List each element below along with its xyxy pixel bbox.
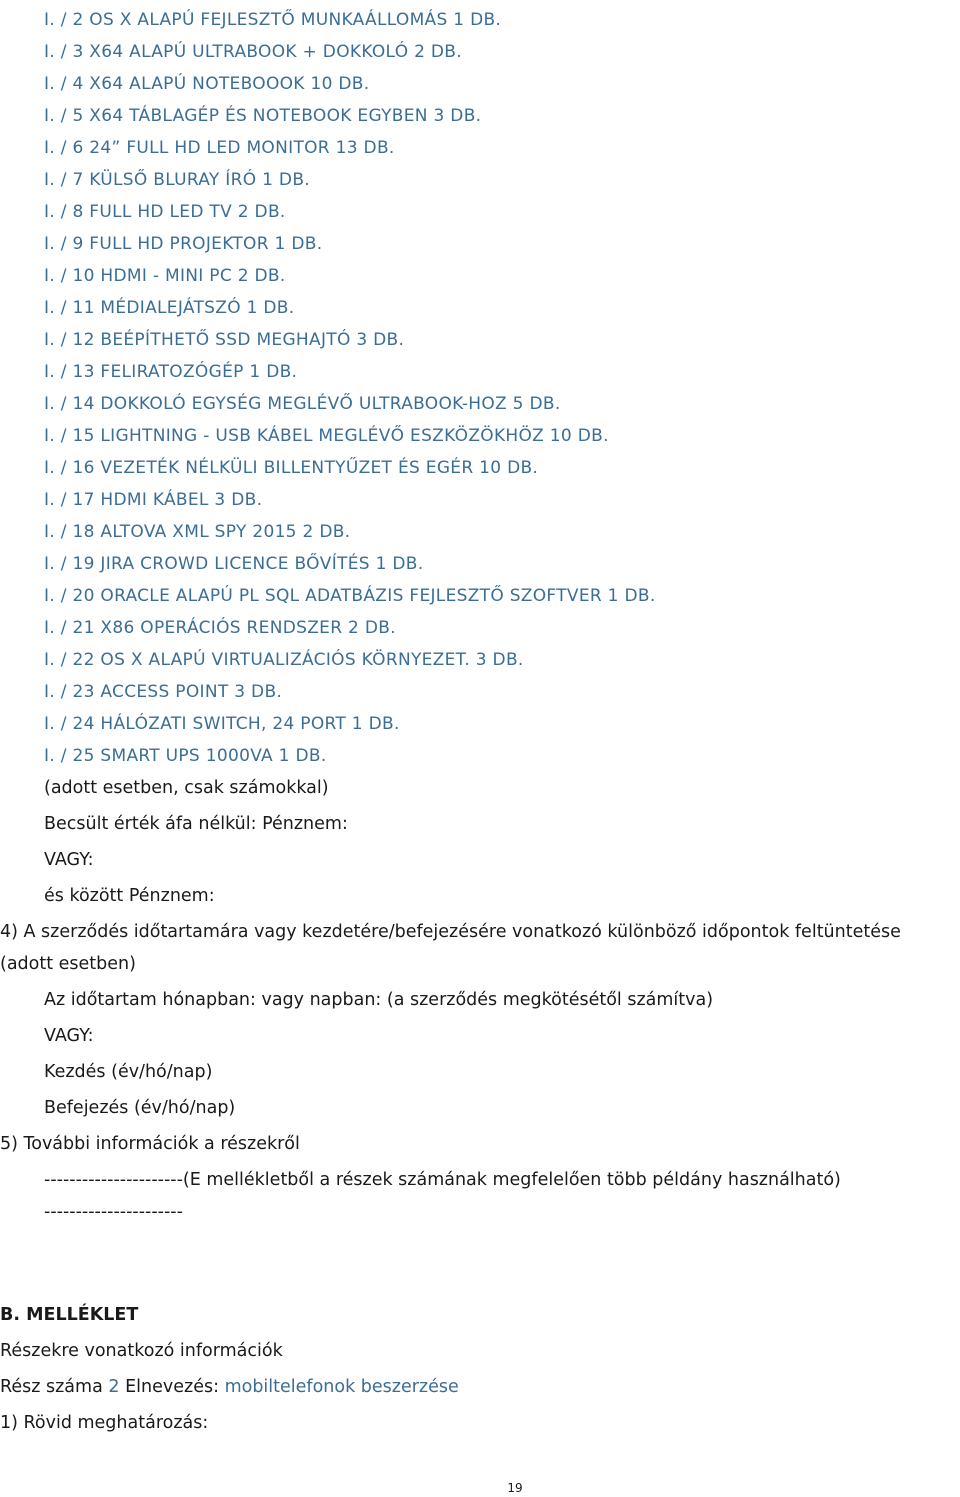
- lot-item: I. / 16 VEZETÉK NÉLKÜLI BILLENTYŰZET ÉS EGÉR 10 DB.: [44, 458, 539, 478]
- lot-item: I. / 3 X64 ALAPÚ ULTRABOOK + DOKKOLÓ 2 DB.: [44, 42, 462, 62]
- lot-item: I. / 23 ACCESS POINT 3 DB.: [44, 682, 283, 702]
- part-number-value: 2: [108, 1377, 120, 1397]
- lot-item: I. / 13 FELIRATOZÓGÉP 1 DB.: [44, 362, 298, 382]
- lot-item: I. / 9 FULL HD PROJEKTOR 1 DB.: [44, 234, 323, 254]
- lot-item: I. / 6 24” FULL HD LED MONITOR 13 DB.: [44, 138, 395, 158]
- lot-item-list: [44, 4, 656, 772]
- lot-item: I. / 15 LIGHTNING - USB KÁBEL MEGLÉVŐ ESZKÖZÖKHÖZ 10 DB.: [44, 426, 609, 446]
- lot-item: I. / 19 JIRA CROWD LICENCE BŐVÍTÉS 1 DB.: [44, 554, 424, 574]
- lot-item: I. / 18 ALTOVA XML SPY 2015 2 DB.: [44, 522, 351, 542]
- section-5-title: 5) További információk a részekről: [0, 1134, 300, 1154]
- section-4-title-cont: (adott esetben): [0, 954, 136, 974]
- between-currency-label: és között Pénznem:: [44, 886, 215, 906]
- annex-subheading: Részekre vonatkozó információk: [0, 1341, 283, 1361]
- lot-item: I. / 14 DOKKOLÓ EGYSÉG MEGLÉVŐ ULTRABOOK-HOZ 5 DB.: [44, 394, 561, 414]
- lot-item: I. / 8 FULL HD LED TV 2 DB.: [44, 202, 286, 222]
- lot-item: I. / 22 OS X ALAPÚ VIRTUALIZÁCIÓS KÖRNYEZET. 3 DB.: [44, 650, 524, 670]
- duration-label: Az időtartam hónapban: vagy napban: (a szerződés megkötésétől számítva): [44, 990, 714, 1010]
- lot-item: I. / 21 X86 OPERÁCIÓS RENDSZER 2 DB.: [44, 618, 396, 638]
- annex-copy-note: ----------------------(E mellékletből a részek számának megfelelően több példány használható): [44, 1170, 841, 1190]
- or-label-1: VAGY:: [44, 850, 94, 870]
- page-number: 19: [507, 1481, 523, 1495]
- lot-item: I. / 17 HDMI KÁBEL 3 DB.: [44, 490, 263, 510]
- lot-item: I. / 25 SMART UPS 1000VA 1 DB.: [44, 746, 327, 766]
- lot-item: I. / 4 X64 ALAPÚ NOTEBOOOK 10 DB.: [44, 74, 370, 94]
- part-info-line: [0, 1374, 459, 1400]
- part-name-label: Elnevezés:: [125, 1377, 219, 1397]
- lot-item: I. / 12 BEÉPÍTHETŐ SSD MEGHAJTÓ 3 DB.: [44, 330, 405, 350]
- lot-item: I. / 11 MÉDIALEJÁTSZÓ 1 DB.: [44, 298, 295, 318]
- lot-item: I. / 2 OS X ALAPÚ FEJLESZTŐ MUNKAÁLLOMÁS 1 DB.: [44, 10, 502, 30]
- short-description-label: 1) Rövid meghatározás:: [0, 1413, 209, 1433]
- or-label-2: VAGY:: [44, 1026, 94, 1046]
- lot-item: I. / 20 ORACLE ALAPÚ PL SQL ADATBÁZIS FEJLESZTŐ SZOFTVER 1 DB.: [44, 586, 656, 606]
- end-date-label: Befejezés (év/hó/nap): [44, 1098, 236, 1118]
- section-4-title: 4) A szerződés időtartamára vagy kezdetére/befejezésére vonatkozó különböző időpontok feltüntetése: [0, 922, 901, 942]
- numbers-only-note: (adott esetben, csak számokkal): [44, 778, 329, 798]
- lot-item: I. / 24 HÁLÓZATI SWITCH, 24 PORT 1 DB.: [44, 714, 400, 734]
- lot-item: I. / 10 HDMI - MINI PC 2 DB.: [44, 266, 286, 286]
- start-date-label: Kezdés (év/hó/nap): [44, 1062, 213, 1082]
- lot-item: I. / 7 KÜLSŐ BLURAY ÍRÓ 1 DB.: [44, 170, 310, 190]
- part-name-value: mobiltelefonok beszerzése: [224, 1377, 459, 1397]
- lot-item: I. / 5 X64 TÁBLAGÉP ÉS NOTEBOOK EGYBEN 3 DB.: [44, 106, 482, 126]
- annex-heading: B. MELLÉKLET: [0, 1305, 139, 1325]
- dashed-separator: ----------------------: [44, 1202, 183, 1222]
- estimated-value-label: Becsült érték áfa nélkül: Pénznem:: [44, 814, 348, 834]
- part-number-label: Rész száma: [0, 1377, 103, 1397]
